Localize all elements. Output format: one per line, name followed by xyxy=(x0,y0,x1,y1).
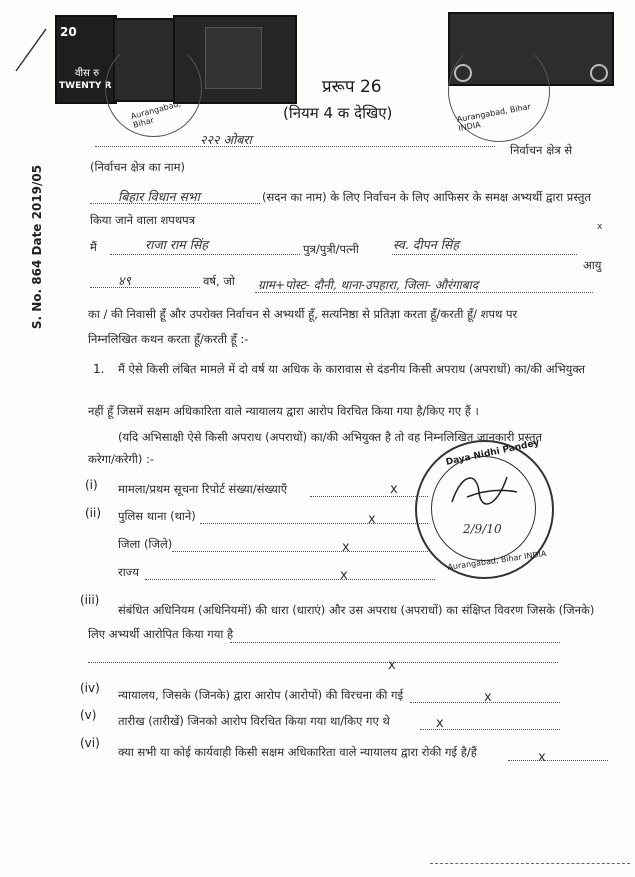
seal-left-text: Aurangabad, Bihar xyxy=(129,99,182,130)
notary-seal-place: Aurangabad, Bihar INDIA xyxy=(446,549,547,572)
handwritten-address: ग्राम+पोस्ट- दौनी, थाना-उपहारा, जिला- औरंगाबाद xyxy=(258,278,479,292)
resident-text: का / की निवासी हूँ और उपरोक्त निर्वाचन से अभ्यर्थी हूँ, सत्यनिष्ठा से प्रतिज्ञा करता हूँ/करती हूँ/ शपथ पर xyxy=(88,307,518,321)
handwritten-constituency-number: २२२ ओबरा xyxy=(200,132,252,147)
item-ii-dotted-line xyxy=(200,523,428,524)
clause-1-line-2: नहीं हूँ जिसमें सक्षम अधिकारिता वाले न्यायालय द्वारा आरोप विरचित किया गया है/किए गए हैं । xyxy=(88,404,479,418)
seal-right xyxy=(448,40,550,142)
name-dotted-line xyxy=(110,254,300,255)
address-dotted-line xyxy=(255,292,593,293)
item-v-number: (v) xyxy=(80,708,97,722)
state-dotted-line xyxy=(145,579,435,580)
conditional-line-2: करेगा/करेगी) :- xyxy=(88,452,155,466)
form-rule-reference: (नियम 4 क देखिए) xyxy=(283,104,393,122)
clause-1-number: 1. xyxy=(93,362,105,376)
bottom-edge-dashes xyxy=(430,863,630,864)
handwritten-father-name: स्व. दीपन सिंह xyxy=(393,237,459,252)
district-label: जिला (जिले) xyxy=(118,537,173,551)
handwritten-name: राजा राम सिंह xyxy=(145,237,208,252)
item-iv-number: (iv) xyxy=(80,681,100,695)
form-title: प्ररूप 26 xyxy=(322,77,382,97)
state-label: राज्य xyxy=(118,565,139,579)
notary-signature xyxy=(447,467,522,517)
seal-right-text: Aurangabad, Bihar INDIA xyxy=(456,102,532,133)
item-iii-dotted-line-1 xyxy=(230,642,560,643)
item-i-label: मामला/प्रथम सूचना रिपोर्ट संख्या/संख्याएँ xyxy=(118,482,288,496)
margin-serial-number: S. No. 864 Date 2019/05 xyxy=(30,164,45,330)
item-iii-number: (iii) xyxy=(80,593,100,607)
item-vi-cross: x xyxy=(538,750,546,765)
constituency-dotted-line xyxy=(95,146,495,147)
affidavit-line-2: किया जाने वाला शपथपत्र xyxy=(90,213,196,227)
notary-seal-name: Daya Nidhi Pandey xyxy=(445,438,541,468)
clause-1-line-1: मैं ऐसे किसी लंबित मामले में दो वर्ष या अधिक के कारावास से दंडनीय किसी अपराध (अपराधों) का/की अभियुक्त xyxy=(118,362,586,376)
handwritten-age: ४९ xyxy=(118,273,132,288)
stamp-value: 20 xyxy=(60,25,77,39)
seal-left xyxy=(105,40,202,137)
item-i-dotted-line xyxy=(310,496,428,497)
stamp-label: TWENTY R xyxy=(59,81,112,91)
item-iv-label: न्यायालय, जिसके (जिनके) द्वारा आरोप (आरोपों) की विरचना की गई xyxy=(118,688,404,702)
father-dotted-line xyxy=(392,254,577,255)
constituency-label: (निर्वाचन क्षेत्र का नाम) xyxy=(90,160,185,174)
item-v-label: तारीख (तारीखें) जिनको आरोप विरचित किया गया था/किए गए थे xyxy=(118,714,390,728)
item-vi-dotted-line xyxy=(508,760,608,761)
state-cross: x xyxy=(340,568,348,583)
item-iii-dotted-line-2 xyxy=(88,662,558,663)
handwritten-house-name: बिहार विधान सभा xyxy=(118,189,200,204)
son-of-label: पुत्र/पुत्री/पत्नी xyxy=(303,242,359,256)
item-i-number: (i) xyxy=(85,478,98,492)
stamp-corner-circle-right xyxy=(590,64,608,82)
district-dotted-line xyxy=(172,551,428,552)
notary-seal xyxy=(415,440,554,579)
house-text: (सदन का नाम) के लिए निर्वाचन के लिए आफिसर के समक्ष अभ्यर्थी द्वारा प्रस्तुत xyxy=(262,190,591,204)
right-note: निर्वाचन क्षेत्र से xyxy=(510,143,573,157)
stamp-hindi-text: वीस रु xyxy=(75,68,100,79)
years-resident-label: वर्ष, जो xyxy=(203,274,235,288)
age-dotted-line xyxy=(90,287,200,288)
house-dotted-line xyxy=(90,203,260,204)
item-vi-number: (vi) xyxy=(80,736,100,750)
conditional-line-1: (यदि अभिसाक्षी ऐसे किसी अपराध (अपराधों) का/की अभियुक्त है तो वह निम्नलिखित जानकारी प्रस्तुत xyxy=(118,430,543,444)
item-i-cross: x xyxy=(390,482,398,497)
corner-slash-mark xyxy=(12,25,52,75)
item-iii-line-2: लिए अभ्यर्थी आरोपित किया गया है xyxy=(88,627,234,641)
age-label: आयु xyxy=(583,258,602,272)
small-mark: x xyxy=(597,222,603,232)
item-ii-label: पुलिस थाना (थाने) xyxy=(118,509,196,523)
notary-seal-date: 2/9/10 xyxy=(463,522,502,536)
stamp-emblem xyxy=(205,27,262,89)
item-iv-cross: x xyxy=(484,690,492,705)
item-ii-number: (ii) xyxy=(85,506,102,520)
item-ii-cross: x xyxy=(368,512,376,527)
statement-text: निम्नलिखित कथन करता हूँ/करती हूँ :- xyxy=(88,332,249,346)
item-iii-line-1: संबंधित अधिनियम (अधिनियमों) की धारा (धाराएं) और उस अपराध (अपराधों) का संक्षिप्त विवरण जिसके (जिनके) xyxy=(118,603,595,617)
item-v-cross: x xyxy=(436,716,444,731)
item-vi-label: क्या सभी या कोई कार्यवाही किसी सक्षम अधिकारिता वाले न्यायालय द्वारा रोकी गई है/हैं xyxy=(118,745,477,759)
main-prefix: मैं xyxy=(90,240,97,254)
item-iii-cross: x xyxy=(388,658,396,673)
district-cross: x xyxy=(342,540,350,555)
